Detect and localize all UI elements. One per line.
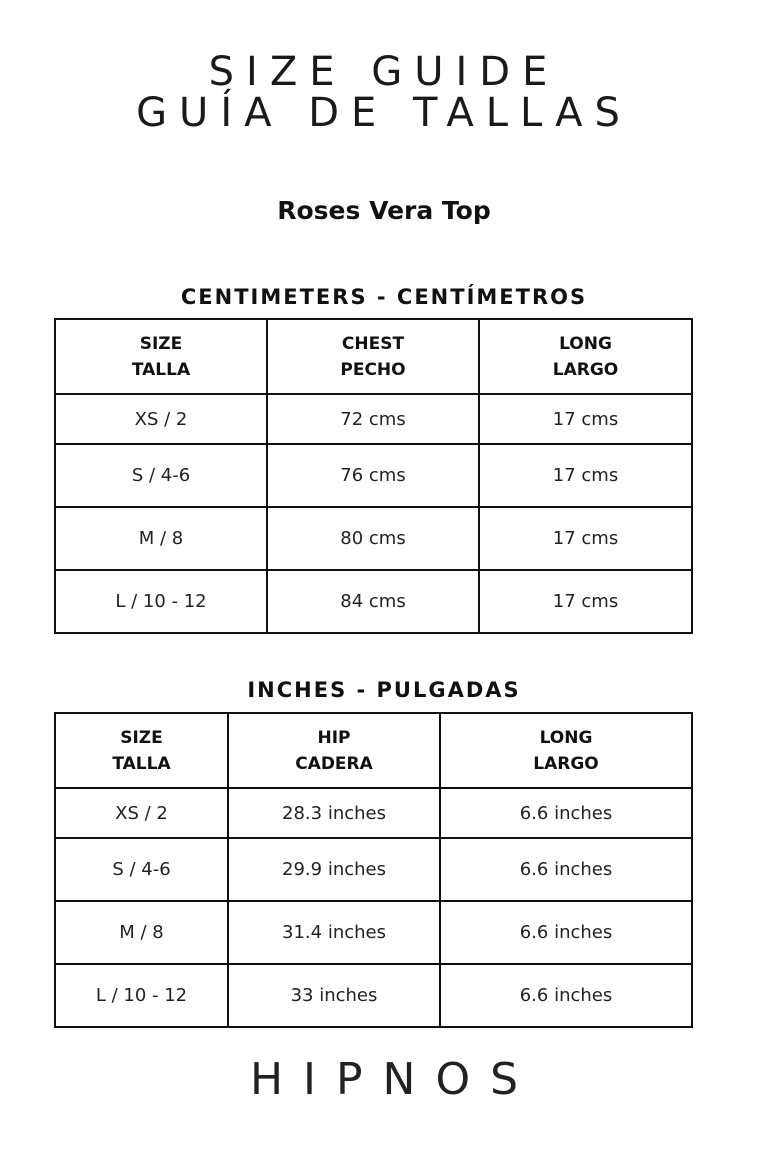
- column-header-long: [479, 319, 692, 394]
- table-row: [55, 964, 692, 1027]
- brand-logo: HIPNOS: [249, 1054, 539, 1105]
- long-cell: 6.6 inches: [440, 901, 692, 964]
- column-header-chest: [267, 319, 479, 394]
- table-row: [55, 838, 692, 901]
- column-header-label: CHEST: [341, 333, 405, 354]
- column-header-label: LARGO: [552, 359, 619, 380]
- chest-cell: 72 cms: [267, 394, 479, 444]
- column-header-label: CADERA: [295, 753, 373, 774]
- hip-cell: 28.3 inches: [228, 788, 440, 838]
- long-cell: 17 cms: [479, 507, 692, 570]
- chest-cell: 80 cms: [267, 507, 479, 570]
- column-header-label: SIZE: [139, 333, 183, 354]
- long-cell: 17 cms: [479, 394, 692, 444]
- centimeters-table: [54, 318, 693, 634]
- long-cell: 6.6 inches: [440, 838, 692, 901]
- chest-cell: 76 cms: [267, 444, 479, 507]
- size-cell: S / 4-6: [55, 838, 228, 901]
- column-header-label: TALLA: [112, 753, 171, 774]
- column-header-label: LONG: [559, 333, 612, 354]
- hip-cell: 31.4 inches: [228, 901, 440, 964]
- table-row: [55, 901, 692, 964]
- column-header-size: [55, 713, 228, 788]
- table-row: [55, 570, 692, 633]
- column-header-label: PECHO: [340, 359, 406, 380]
- title-spanish: GUÍA DE TALLAS: [136, 90, 632, 136]
- long-cell: 17 cms: [479, 444, 692, 507]
- column-header-long: [440, 713, 692, 788]
- title-english: SIZE GUIDE: [208, 49, 560, 95]
- inches-heading: INCHES - PULGADAS: [247, 678, 521, 702]
- column-header-label: LONG: [539, 727, 593, 748]
- column-header-label: SIZE: [120, 727, 163, 748]
- column-header-size: [55, 319, 267, 394]
- column-header-label: LARGO: [533, 753, 599, 774]
- column-header-hip: [228, 713, 440, 788]
- chest-cell: 84 cms: [267, 570, 479, 633]
- table-row: [55, 788, 692, 838]
- column-header-label: TALLA: [131, 359, 191, 380]
- column-header-label: HIP: [317, 727, 351, 748]
- long-cell: 6.6 inches: [440, 788, 692, 838]
- product-name: Roses Vera Top: [277, 196, 491, 225]
- table-row: [55, 507, 692, 570]
- table-row: [55, 444, 692, 507]
- hip-cell: 29.9 inches: [228, 838, 440, 901]
- size-cell: M / 8: [55, 901, 228, 964]
- table-header-row: [55, 713, 692, 788]
- table-row: [55, 394, 692, 444]
- size-cell: M / 8: [55, 507, 267, 570]
- size-cell: L / 10 - 12: [55, 570, 267, 633]
- size-cell: XS / 2: [55, 788, 228, 838]
- size-cell: S / 4-6: [55, 444, 267, 507]
- hip-cell: 33 inches: [228, 964, 440, 1027]
- inches-table: [54, 712, 693, 1028]
- table-header-row: [55, 319, 692, 394]
- centimeters-heading: CENTIMETERS - CENTÍMETROS: [180, 285, 588, 309]
- long-cell: 6.6 inches: [440, 964, 692, 1027]
- size-cell: XS / 2: [55, 394, 267, 444]
- long-cell: 17 cms: [479, 570, 692, 633]
- size-cell: L / 10 - 12: [55, 964, 228, 1027]
